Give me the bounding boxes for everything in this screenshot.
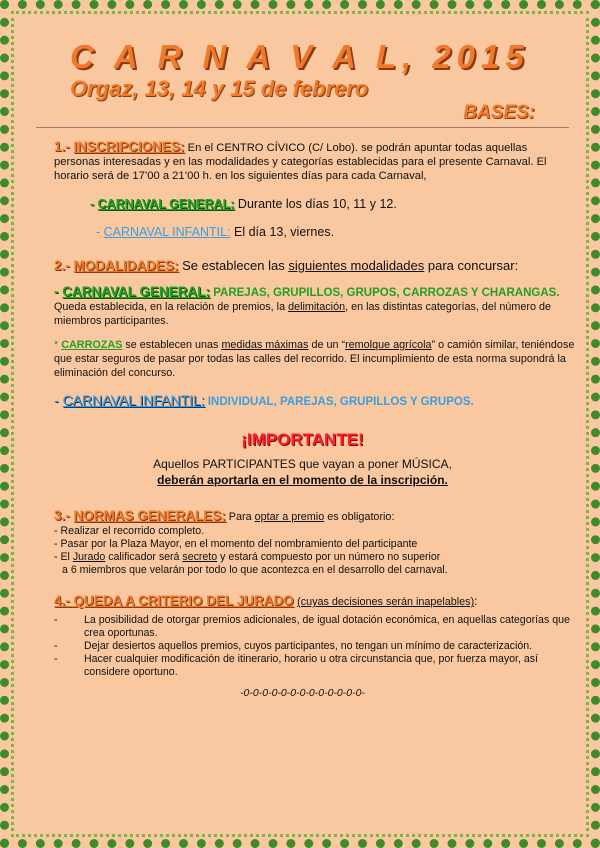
carrozas-b: de un “ [308, 339, 346, 351]
mod-infantil-label: CARNAVAL INFANTIL: [62, 392, 205, 408]
modalidades-text-a: Se establecen las [178, 258, 289, 273]
mod-general-label: CARNAVAL GENERAL: [62, 284, 210, 299]
normas-section [54, 508, 575, 523]
divider [36, 127, 569, 128]
general-label: CARNAVAL GENERAL: [97, 197, 235, 211]
importante-title: ¡IMPORTANTE! [241, 430, 364, 449]
importante-line2: deberán aportarla en el momento de la inscripción. [157, 473, 448, 487]
closing-line: -0-0-0-0-0-0-0-0-0-0-0-0-0- [240, 687, 365, 699]
bases-heading: BASES: [463, 102, 535, 123]
jurado-dash-2: - [54, 640, 58, 652]
normas-item-3-cont: a 6 miembros que velarán por todo lo que acontezca en el desarrollo del carnaval. [62, 564, 448, 576]
inscripciones-num: 1.- [54, 139, 74, 154]
jurado-item-2-text: Dejar desiertos aquellos premios, cuyos participantes, no tengan un mínimo de caracterización. [84, 640, 533, 652]
normas-text-a: Para [225, 511, 255, 523]
carrozas-a: se establecen unas [122, 339, 222, 351]
modalidades-text-b: para concursar: [424, 258, 519, 273]
jurado-item-2 [54, 640, 575, 653]
jurado-dash-3: - [54, 653, 58, 665]
mod-general-list: PAREJAS, GRUPILLOS, GRUPOS, CARROZAS Y CHARANGAS. [210, 287, 560, 299]
mod-infantil-prefix: - [54, 392, 63, 408]
jurado-dash-1: - [54, 614, 58, 626]
carrozas-u1: medidas máximas [221, 339, 309, 351]
jurado-item-3-text: Hacer cualquier modificación de itinerario, horario u otra circunstancia que, por fuerza mayor, así considere oportuno. [84, 653, 538, 678]
modalidades-general [54, 285, 575, 328]
importante-text [30, 456, 575, 488]
normas-heading: NORMAS GENERALES: [73, 508, 226, 523]
carrozas-u2: remolque agrícola [345, 339, 432, 351]
document [30, 38, 575, 699]
carrozas-star: * [54, 339, 62, 351]
modalidades-infantil [54, 392, 575, 408]
inscripciones-general [90, 197, 575, 211]
infantil-prefix: - [96, 225, 104, 239]
normas-item3-u1: Jurado [72, 551, 106, 563]
jurado-section [54, 593, 575, 608]
carrozas-note [54, 338, 575, 380]
jurado-item-3 [54, 653, 575, 679]
normas-text-u: optar a premio [254, 511, 325, 523]
mod-general-text-a: Queda establecida, en la relación de premios, la [54, 301, 289, 313]
carrozas-c: ” o camión similar, teniéndose que estar seguros de pasar por todas las calles del recorrido. El incumplimiento de esta norma supondrá la eliminación del concurso. [54, 339, 575, 379]
inscripciones-text: En el CENTRO CÍVICO (C/ Lobo). se podrán apuntar todas aquellas personas interesadas y en las modalidades y categorías establecidas para el presente Carnaval. El horario será de 17’00 a 21’00 h. en los siguientes días para cada Carnaval, [54, 142, 547, 182]
general-prefix: - [90, 197, 98, 211]
jurado-colon: : [474, 594, 478, 608]
normas-item-1: - Realizar el recorrido completo. [54, 525, 205, 537]
carrozas-label: CARROZAS [61, 339, 123, 351]
normas-item3-u2: secreto [182, 551, 218, 563]
normas-text-b: es obligatorio: [324, 511, 395, 523]
page-title: C A R N A V A L, 2015 [70, 38, 530, 75]
normas-item3-a: - El [54, 551, 73, 563]
modalidades-heading: MODALIDADES: [73, 258, 179, 273]
modalidades-text-u: siguientes modalidades [288, 258, 425, 273]
general-text: Durante los días 10, 11 y 12. [234, 197, 397, 211]
modalidades-section [54, 257, 575, 275]
normas-item-3 [54, 551, 575, 564]
modalidades-num: 2.- [54, 258, 74, 273]
jurado-note: (cuyas decisiones serán inapelables) [297, 596, 475, 608]
normas-item3-b: calificador será [105, 551, 183, 563]
mod-infantil-list: INDIVIDUAL, PAREJAS, GRUPILLOS Y GRUPOS. [204, 396, 474, 408]
infantil-label: CARNAVAL INFANTIL: [103, 225, 231, 239]
inscripciones-heading: INSCRIPCIONES: [73, 139, 185, 154]
mod-general-text-b: , en las distintas categorías, del número de miembros participantes. [54, 301, 551, 327]
normas-item-2: - Pasar por la Plaza Mayor, en el momento del nombramiento del participante [54, 538, 418, 550]
jurado-heading: 4.- QUEDA A CRITERIO DEL JURADO [54, 593, 294, 608]
infantil-text: El día 13, viernes. [230, 225, 335, 239]
normas-item3-c: y estará compuesto por un número no superior [217, 551, 441, 563]
jurado-item-1-text: La posibilidad de otorgar premios adicionales, de igual dotación económica, en aquellas categorías que crea oportunas. [84, 614, 570, 639]
normas-num: 3.- [54, 508, 74, 523]
mod-general-text-u: delimitación [288, 301, 346, 313]
importante-line1: Aquellos PARTICIPANTES que vayan a poner MÚSICA, [153, 457, 452, 471]
page-subtitle: Orgaz, 13, 14 y 15 de febrero [70, 76, 369, 101]
jurado-item-1 [54, 614, 575, 640]
inscripciones-section [54, 140, 575, 183]
mod-general-prefix: - [54, 284, 63, 299]
inscripciones-infantil [96, 225, 575, 239]
